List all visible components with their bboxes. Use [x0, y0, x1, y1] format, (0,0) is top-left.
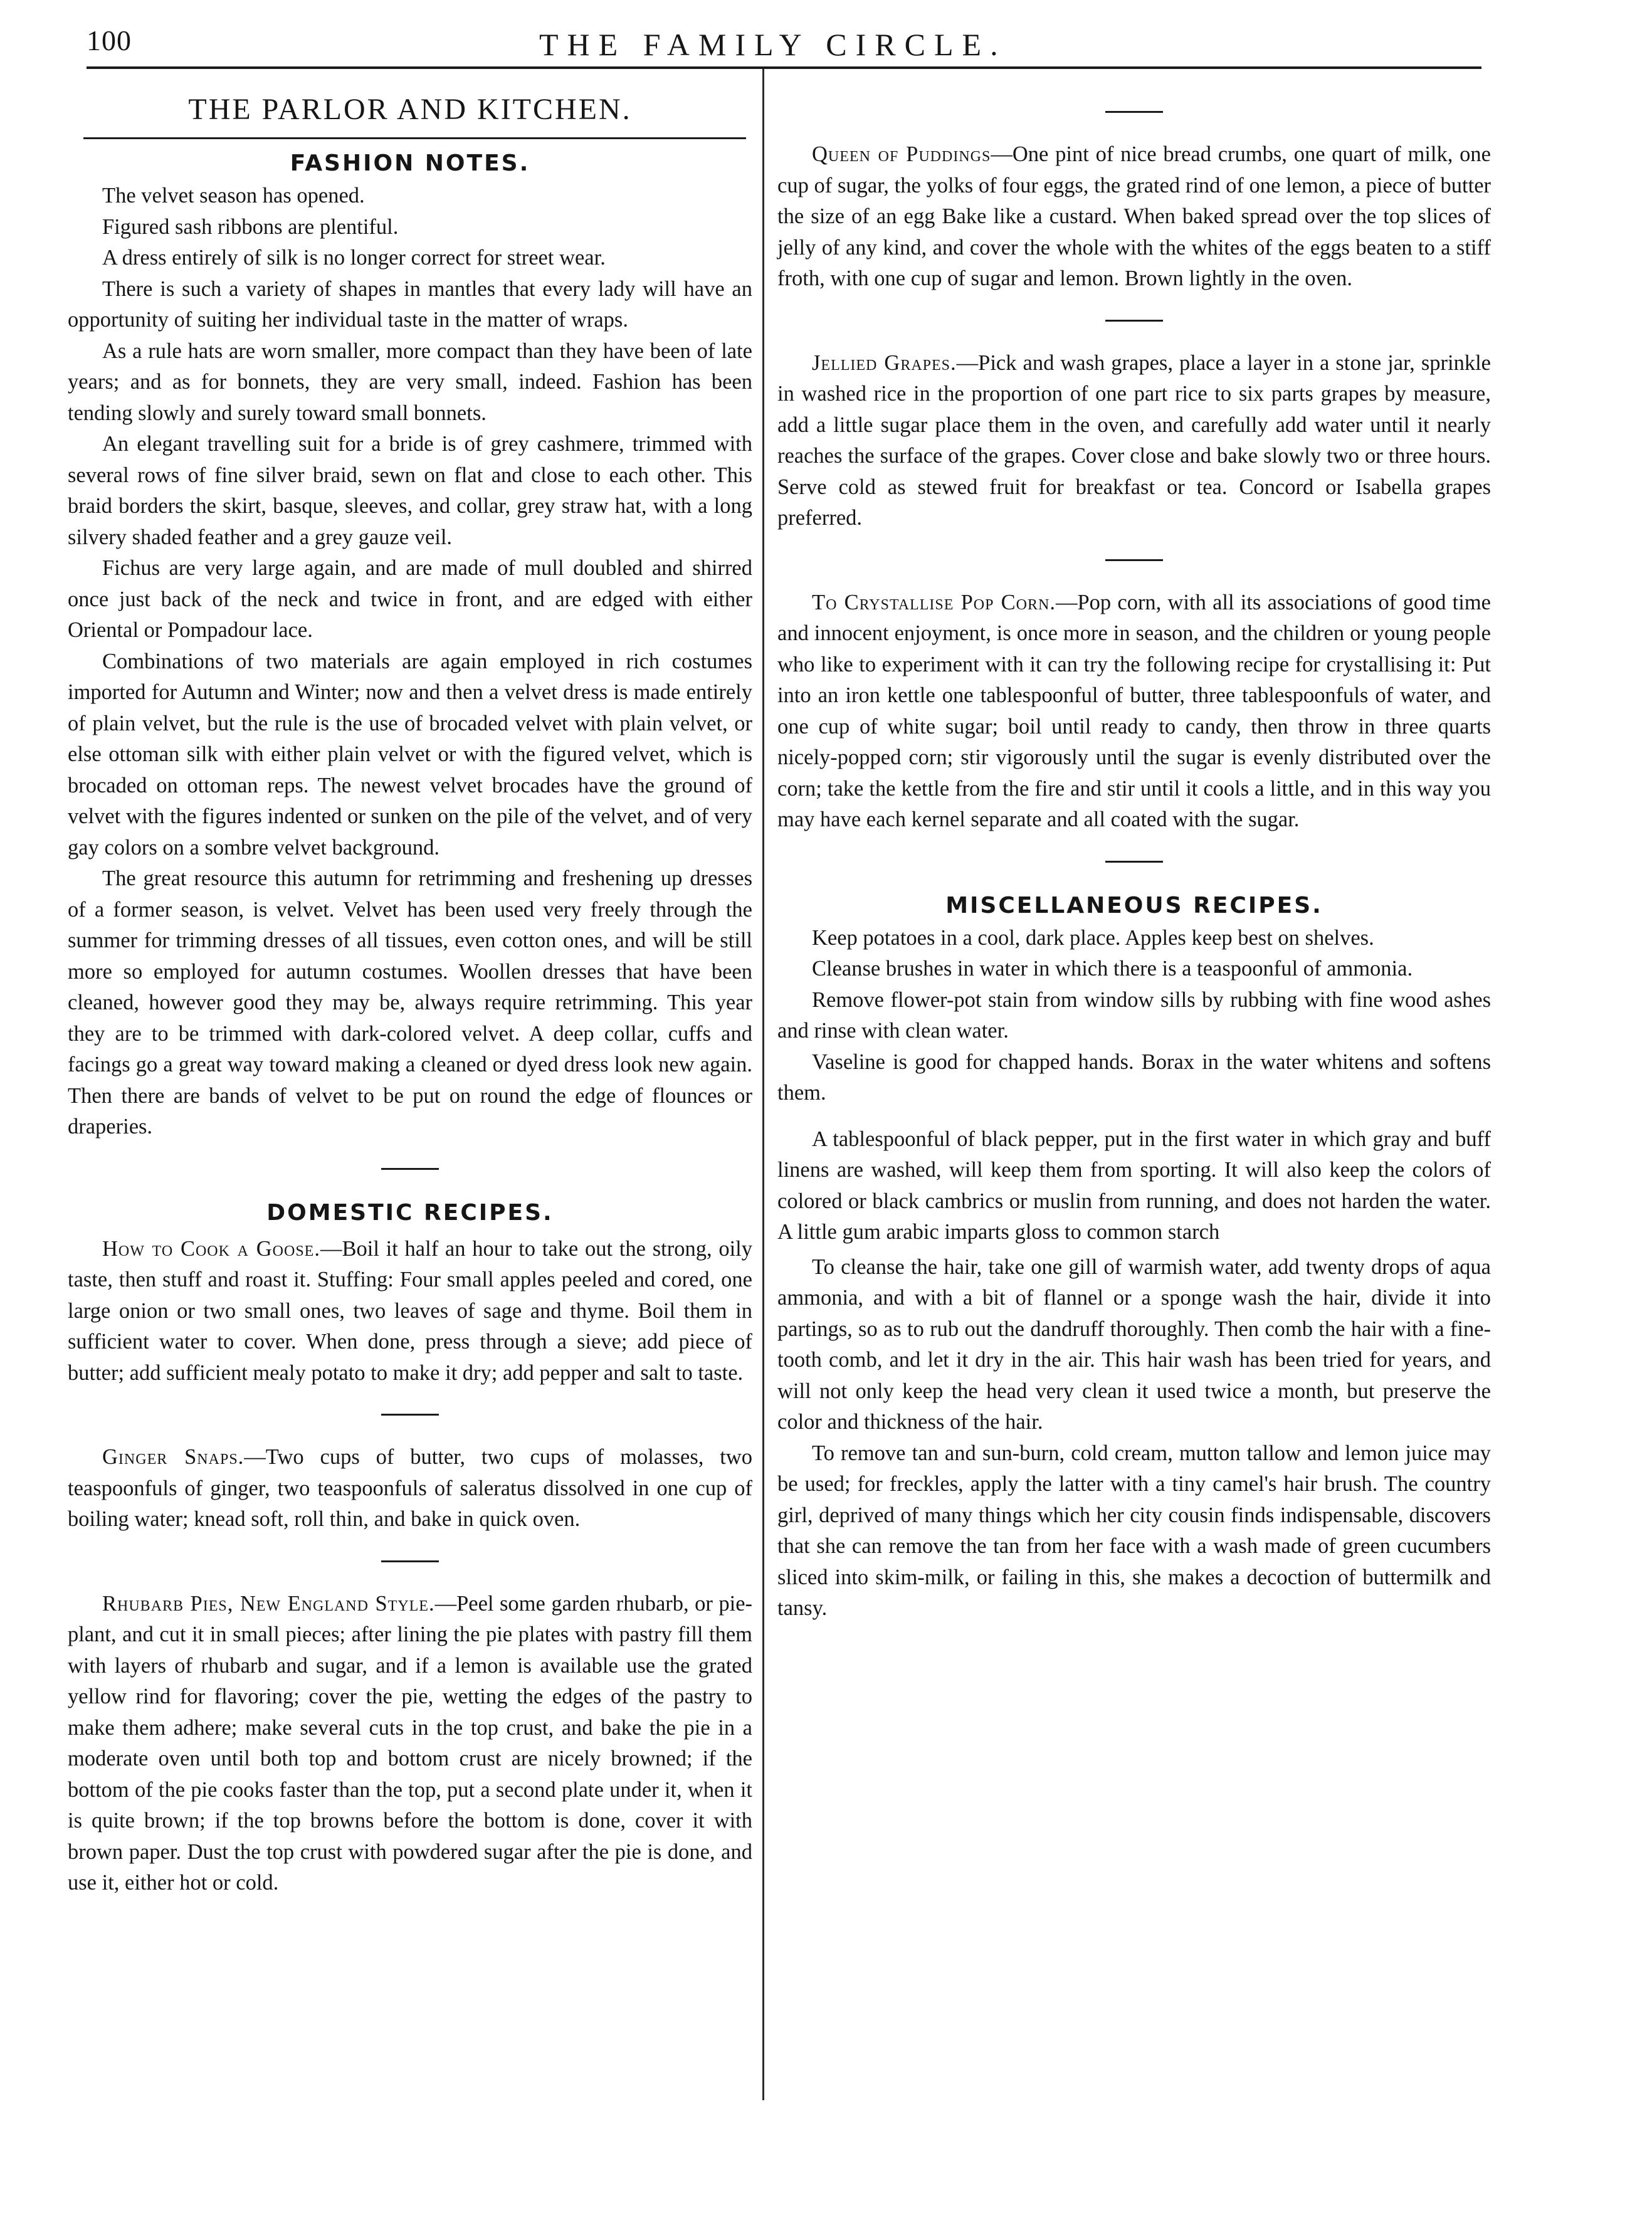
fashion-paragraph: A dress entirely of silk is no longer correct for street wear.	[102, 246, 606, 270]
misc-paragraph: To remove tan and sun-burn, cold cream, mutton tallow and lemon juice may be used; for freckles, apply the latter with a tiny camel's hair brush. The country girl, deprived of many things which her city cousin finds indispensable, discovers that she can remove the tan from her face with a wash made of green cucumbers sliced into skim-milk, or failing in this, she makes a decoction of buttermilk and tansy.	[777, 1441, 1491, 1620]
recipe-separator	[1105, 320, 1163, 322]
recipe-crystallise-pop-corn	[777, 587, 1491, 836]
section-separator	[381, 1168, 439, 1170]
fashion-paragraph: Combinations of two materials are again employed in rich costumes imported for Autumn and Winter; now and then a velvet dress is made entirely of plain velvet, but the rule is the use of brocaded velvet with plain velvet, or else ottoman silk with either plain velvet or with the figured velvet, which is brocaded on ottoman reps. The newest velvet brocades have the ground of velvet with the figures indented or sunken on the pile of the velvet, and of very gay colors on a sombre velvet background.	[68, 649, 752, 860]
fashion-notes-heading: FASHION NOTES.	[290, 150, 530, 176]
domestic-recipes-heading: DOMESTIC RECIPES.	[266, 1199, 554, 1226]
recipe-queen-of-puddings	[777, 139, 1491, 295]
recipe-ginger-snaps	[68, 1442, 752, 1535]
section-separator	[1105, 861, 1163, 863]
recipe-separator	[381, 1560, 439, 1562]
recipe-rhubarb-pies	[68, 1589, 752, 1899]
recipe-separator	[1105, 559, 1163, 561]
fashion-paragraph: Figured sash ribbons are plentiful.	[102, 214, 399, 239]
misc-paragraph: A tablespoonful of black pepper, put in the first water in which gray and buff linens are washed, will keep them from sporting. It will also keep the colors of colored or black cambrics or muslin from running, and does not harden the water. A little gum arabic imparts gloss to common starch	[777, 1127, 1491, 1244]
recipe-text: —Pop corn, with all its associations of good time and innocent enjoyment, is once more in season, and the children or young people who like to experiment with it can try the following recipe for crystallising it: Put into an iron kettle one tablespoonful of butter, three tablespoonfuls of water, and one cup of white sugar; boil until ready to candy, then throw in three quarts nicely-popped corn; stir vigorously until the sugar is evenly distributed over the corn; take the kettle from the fire and stir until it cools a little, and in this way you may have each kernel separate and all coated with the sugar.	[777, 590, 1491, 831]
fashion-paragraph: The velvet season has opened.	[102, 184, 365, 208]
miscellaneous-recipes-heading: MISCELLANEOUS RECIPES.	[945, 892, 1323, 918]
right-column	[777, 85, 1491, 1624]
header-rule	[87, 66, 1481, 69]
fashion-paragraph: There is such a variety of shapes in mantles that every lady will have an opportunity of suiting her individual taste in the matter of wraps.	[68, 276, 752, 332]
fashion-paragraph: As a rule hats are worn smaller, more compact than they have been of late years; and as for bonnets, they are very small, indeed. Fashion has been tending slowly and surely toward small bonnets.	[68, 339, 752, 425]
misc-paragraph: Keep potatoes in a cool, dark place. Apples keep best on shelves.	[812, 925, 1374, 950]
recipe-text: —Peel some garden rhubarb, or pie-plant, and cut it in small pieces; after lining the pie plates with pastry fill them with layers of rhubarb and sugar, and if a lemon is available use the grated yellow rind for flavoring; cover the pie, wetting the edges of the pastry to make them adhere; make several cuts in the top crust, and bake the pie in a moderate oven until both top and bottom crust are nicely browned; if the bottom of the pie cooks faster than the top, put a second plate under it, when it is quite brown; if the top browns before the bottom is done, cover it with brown paper. Dust the top crust with powdered sugar after the pie is done, and use it, either hot or cold.	[68, 1591, 752, 1895]
recipe-text: —Two cups of butter, two cups of molasses, two teaspoonfuls of ginger, two teaspoonfuls of saleratus dissolved in one cup of boiling water; knead soft, roll thin, and bake in quick oven.	[68, 1445, 752, 1531]
left-column	[68, 85, 752, 1899]
department-title-rule	[83, 137, 746, 139]
fashion-paragraph: Fichus are very large again, and are made of mull doubled and shirred once just back of the neck and twice in front, and are edged with either Oriental or Pompadour lace.	[68, 556, 752, 642]
recipe-title: How to Cook a Goose.	[102, 1236, 320, 1261]
misc-paragraph: To cleanse the hair, take one gill of warmish water, add twenty drops of aqua ammonia, and with a bit of flannel or a sponge wash the hair, divide it into partings, so as to rub out the dandruff thoroughly. Then comb the hair with a fine-tooth comb, and let it dry in the air. This hair wash has been tried for years, and will not only keep the head very clean it used twice a month, but preserve the color and thickness of the hair.	[777, 1254, 1491, 1434]
journal-title: THE FAMILY CIRCLE.	[539, 27, 1007, 62]
department-title: THE PARLOR AND KITCHEN.	[188, 93, 632, 126]
recipe-title: Ginger Snaps.	[102, 1445, 245, 1469]
recipe-title: Queen of Puddings	[812, 142, 991, 166]
recipe-text: —One pint of nice bread crumbs, one quart of milk, one cup of sugar, the yolks of four eggs, the grated rind of one lemon, a piece of butter the size of an egg Bake like a custard. When baked spread over the top slices of jelly of any kind, and cover the whole with the whites of the eggs beaten to a stiff froth, with one cup of sugar and lemon. Brown lightly in the oven.	[777, 142, 1491, 290]
recipe-title: Jellied Grapes.	[812, 350, 957, 375]
fashion-notes-section	[68, 181, 752, 1143]
recipe-title: Rhubarb Pies, New England Style.	[102, 1591, 435, 1616]
recipe-title: To Crystallise Pop Corn.	[812, 590, 1056, 614]
misc-paragraph: Cleanse brushes in water in which there is a teaspoonful of ammonia.	[812, 957, 1413, 981]
recipe-separator	[1105, 111, 1163, 113]
recipe-separator	[381, 1414, 439, 1416]
recipe-jellied-grapes	[777, 348, 1491, 534]
fashion-paragraph: An elegant travelling suit for a bride is of grey cashmere, trimmed with several rows of fine silver braid, sewn on flat and close to each other. This braid borders the skirt, basque, sleeves, and collar, grey straw hat, with a long silvery shaded feather and a grey gauze veil.	[68, 432, 752, 549]
misc-paragraph: Remove flower-pot stain from window sills by rubbing with fine wood ashes and rinse with clean water.	[777, 987, 1491, 1043]
fashion-paragraph: The great resource this autumn for retrimming and freshening up dresses of a former season, is velvet. Velvet has been used very freely through the summer for trimming dresses of all tissues, even cotton ones, and will be still more so employed for autumn costumes. Woollen dresses that have been cleaned, however good they may be, always require retrimming. This year they are to be trimmed with dark-colored velvet. A deep collar, cuffs and facings go a great way toward making a cleaned or dyed dress look new again. Then there are bands of velvet to be put on round the edge of flounces or draperies.	[68, 866, 752, 1139]
column-divider	[762, 69, 764, 2100]
recipe-cook-goose	[68, 1234, 752, 1389]
recipe-text: —Pick and wash grapes, place a layer in a stone jar, sprinkle in washed rice in the proportion of one part rice to six parts grapes by measure, add a little sugar place them in the oven, and carefully add water until it nearly reaches the surface of the grapes. Cover close and bake slowly two or three hours. Serve cold as stewed fruit for breakfast or tea. Concord or Isabella grapes preferred.	[777, 350, 1491, 530]
misc-paragraph: Vaseline is good for chapped hands. Borax in the water whitens and softens them.	[777, 1049, 1491, 1105]
recipe-text: —Boil it half an hour to take out the strong, oily taste, then stuff and roast it. Stuffing: Four small apples peeled and cored, one large onion or two small ones, two leaves of sage and thyme. Boil them in sufficient water to cover. When done, press through a sieve; add piece of butter; add sufficient mealy potato to make it dry; add pepper and salt to taste.	[68, 1236, 752, 1385]
page-number: 100	[87, 24, 132, 56]
